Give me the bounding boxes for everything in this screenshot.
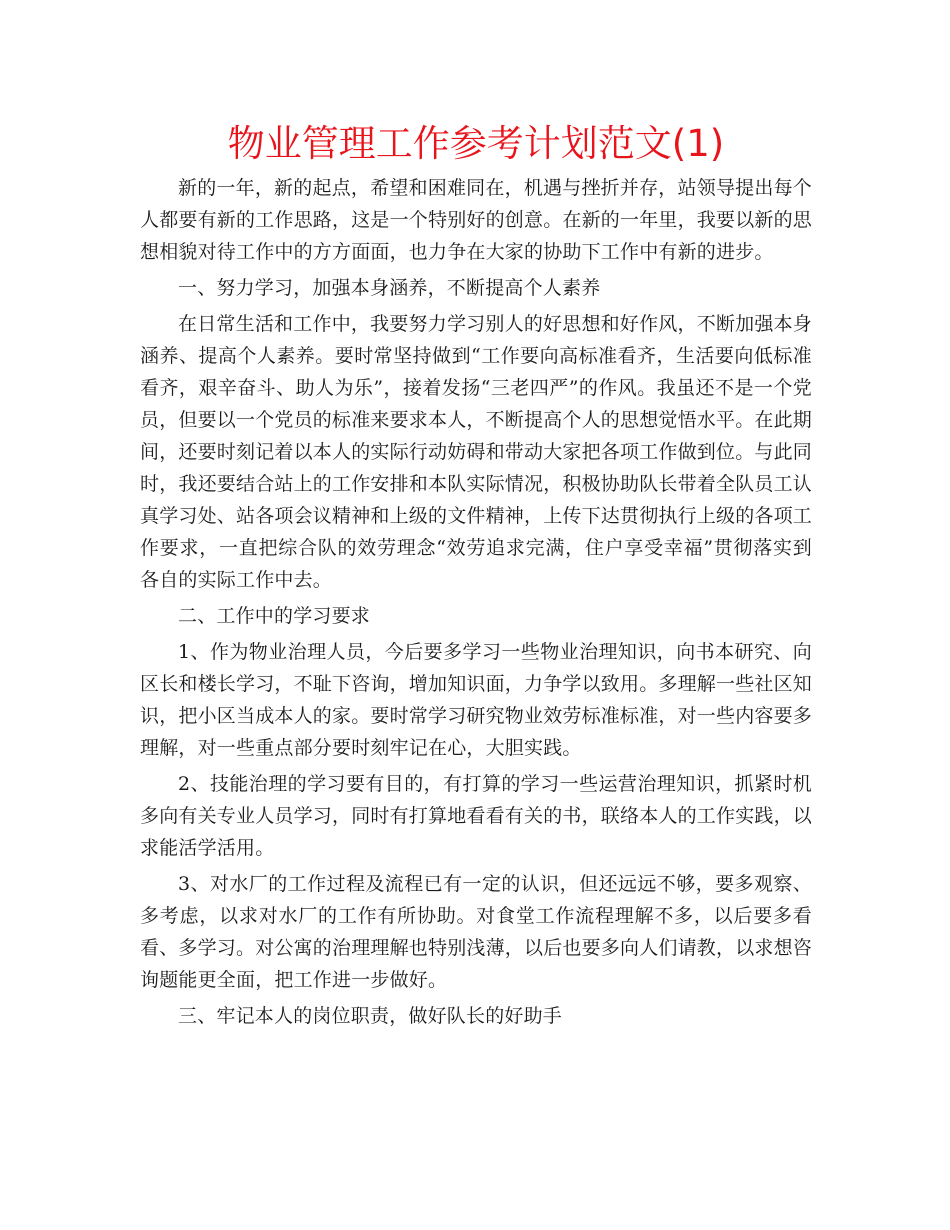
section-heading-1: 一、努力学习，加强本身涵养，不断提高个人素养 — [178, 277, 601, 299]
section-heading-2: 二、工作中的学习要求 — [178, 605, 371, 627]
paragraph-section-1: 在日常生活和工作中，我要努力学习别人的好思想和好作风，不断加强本身涵养、提高个人素养。要时常坚持做到“工作要向高标准看齐，生活要向低标准看齐，艰辛奋斗、助人为乐”，接着发扬“三老四严”的作风。我虽还不是一个党员，但要以一个党员的标准来要求本人，不断提高个人的思想觉悟水平。在此期间，还要时刻记着以本人的实际行动妨碍和带动大家把各项工作做到位。与此同时，我还要结合站上的工作安排和本队实际情况，积极协助队长带着全队员工认真学习处、站各项会议精神和上级的文件精神，上传下达贯彻执行上级的各项工作要求，一直把综合队的效劳理念“效劳追求完满，住户享受幸福”贯彻落实到各自的实际工作中去。 — [140, 313, 813, 591]
document-title: 物业管理工作参考计划范文(1) — [227, 122, 725, 165]
paragraph-item-1: 1、作为物业治理人员，今后要多学习一些物业治理知识，向书本研究、向区长和楼长学习，不耻下咨询，增加知识面，力争学以致用。多理解一些社区知识，把小区当成本人的家。要时常学习研究物业效劳标准标准，对一些内容要多理解，对一些重点部分要时刻牢记在心，大胆实践。 — [140, 641, 813, 759]
paragraph-item-2: 2、技能治理的学习要有目的，有打算的学习一些运营治理知识，抓紧时机多向有关专业人员学习，同时有打算地看看有关的书，联络本人的工作实践，以求能活学活用。 — [140, 773, 813, 859]
section-heading-3: 三、牢记本人的岗位职责，做好队长的好助手 — [178, 1005, 563, 1027]
paragraph-intro: 新的一年，新的起点，希望和困难同在，机遇与挫折并存，站领导提出每个人都要有新的工作思路，这是一个特别好的创意。在新的一年里，我要以新的思想相貌对待工作中的方方面面，也力争在大家的协助下工作中有新的进步。 — [140, 177, 813, 263]
paragraph-item-3: 3、对水厂的工作过程及流程已有一定的认识，但还远远不够，要多观察、多考虑，以求对水厂的工作有所协助。对食堂工作流程理解不多，以后要多看看、多学习。对公寓的治理理解也特别浅薄，以后也要多向人们请教，以求想咨询题能更全面，把工作进一步做好。 — [140, 873, 813, 991]
